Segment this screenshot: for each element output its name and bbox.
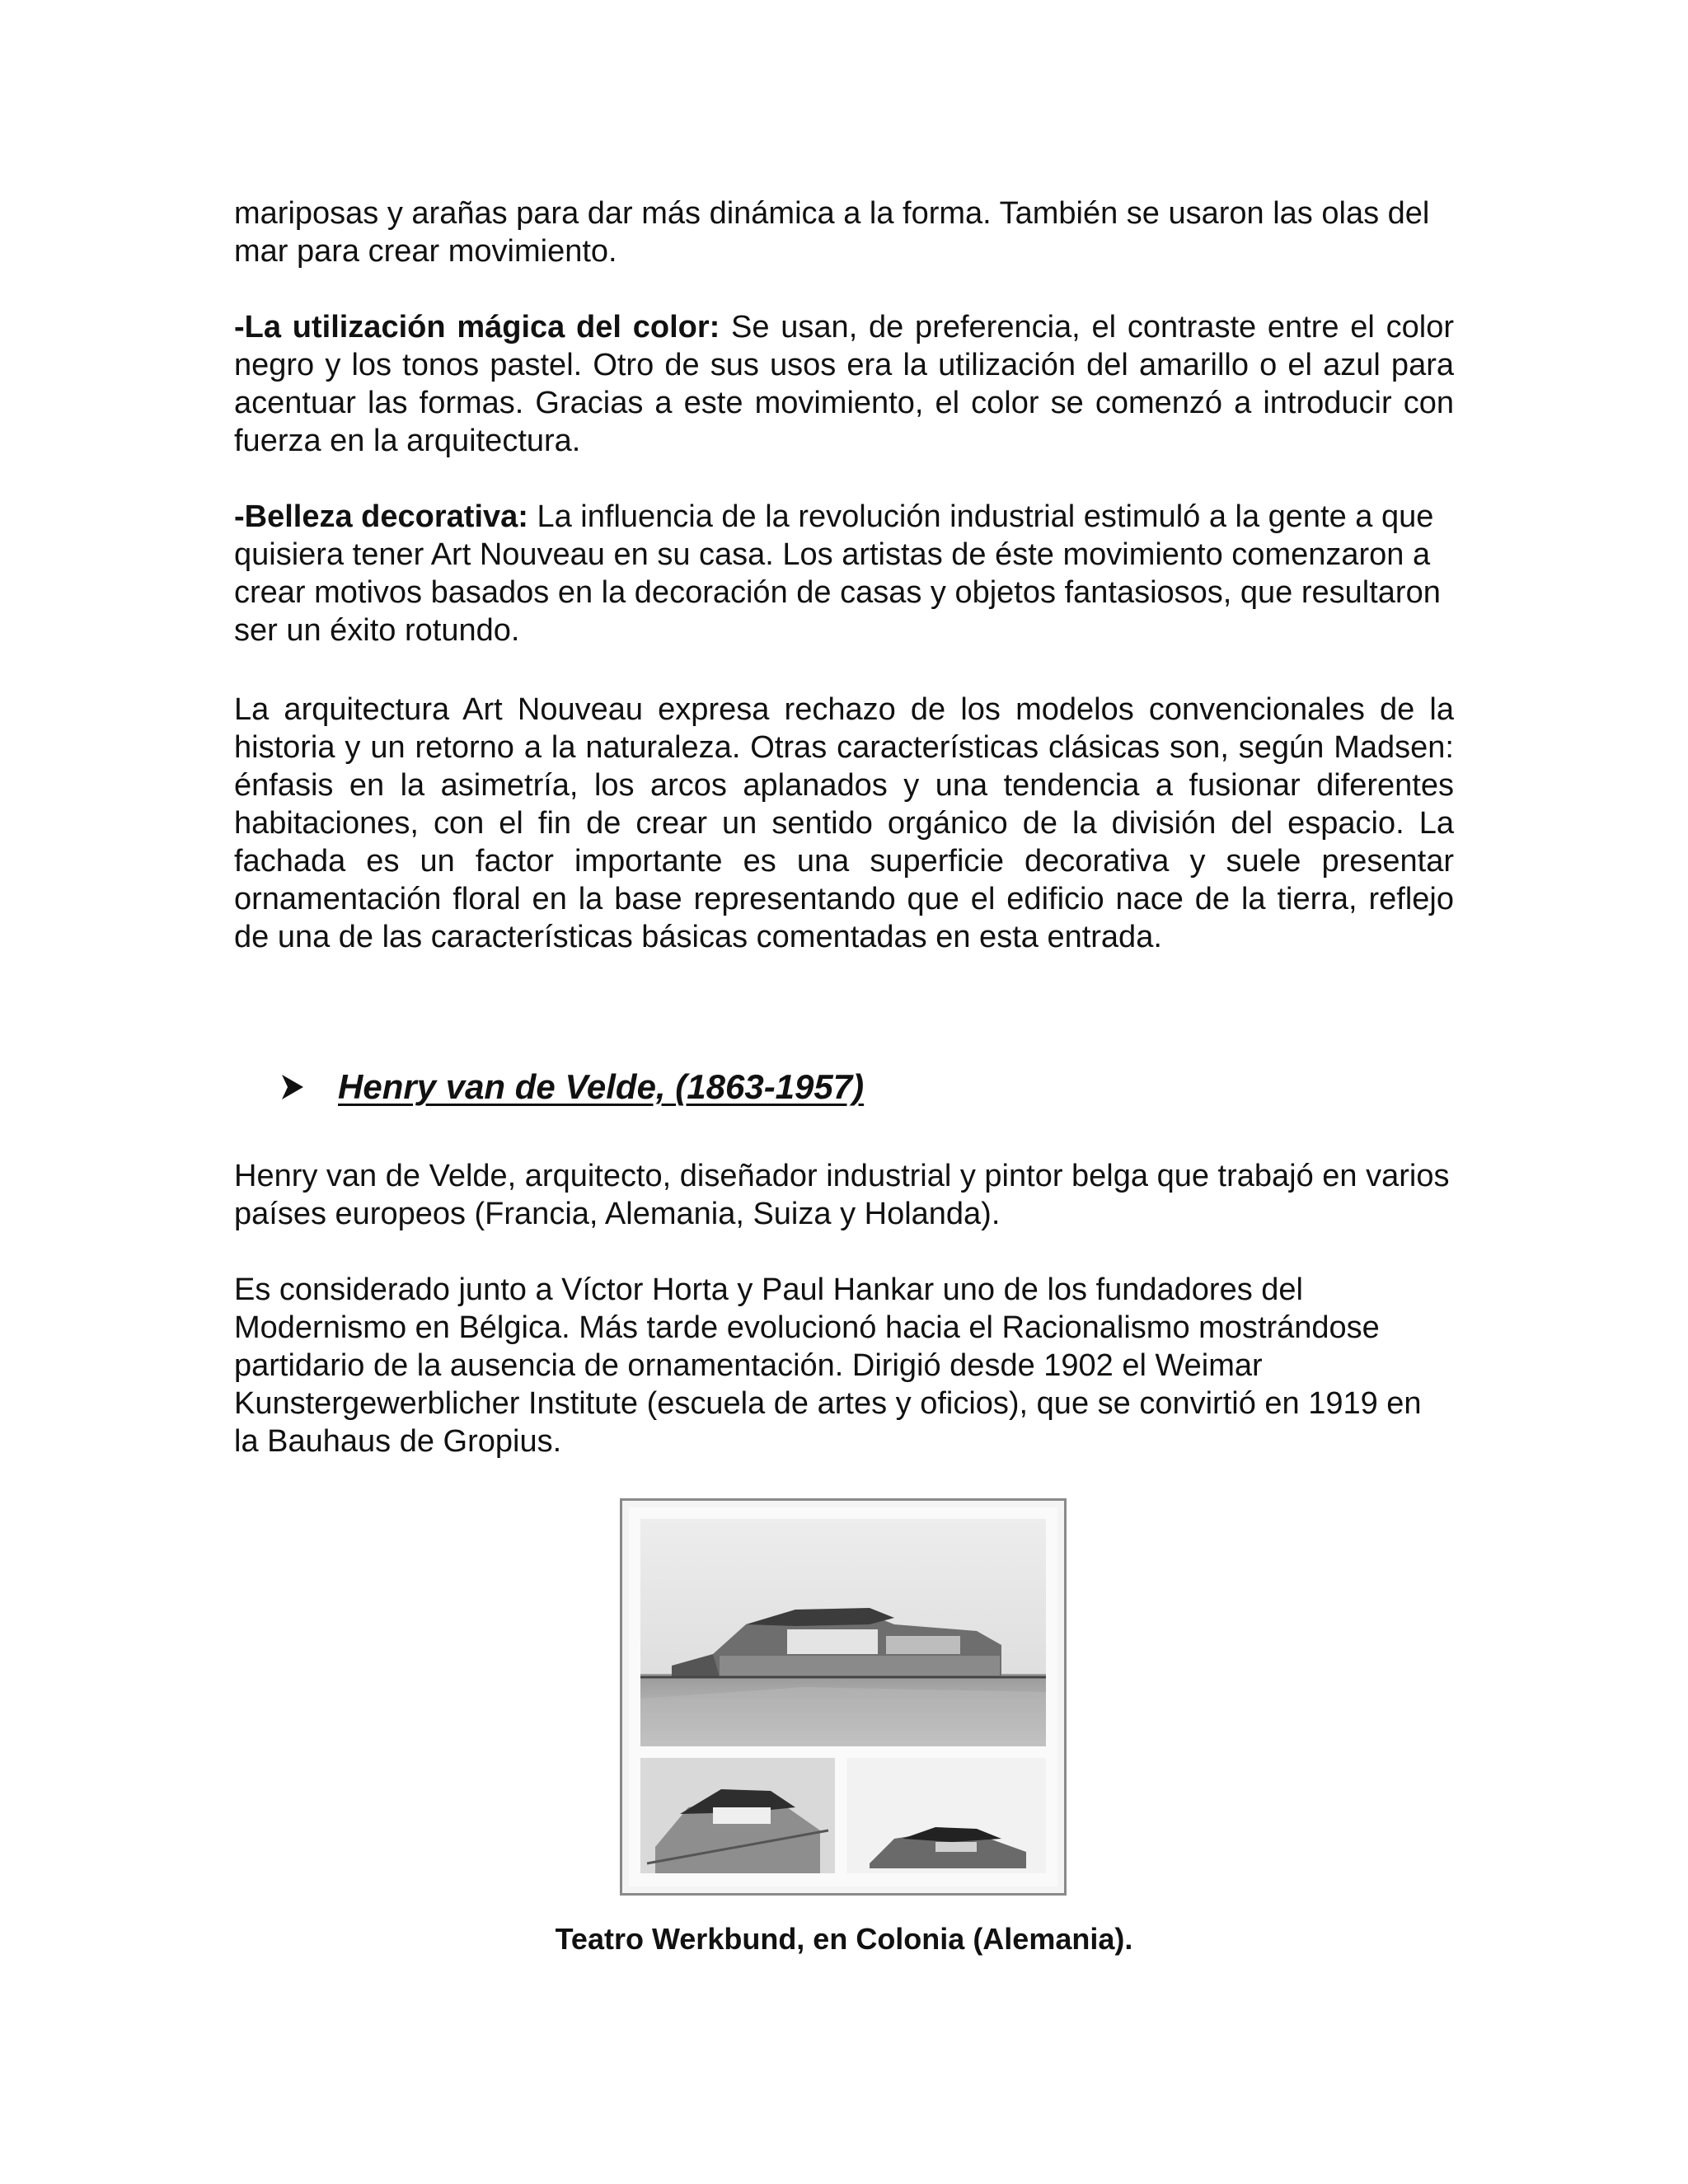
paragraph-architecture <box>234 691 1454 956</box>
werkbund-theatre-photo <box>620 1498 1067 1896</box>
section-heading-text: Henry van de Velde, (1863-1957) <box>338 1067 865 1106</box>
paragraph-intro-continuation <box>234 194 1454 270</box>
arrowhead-bullet-icon <box>280 1073 305 1101</box>
paragraph-van-de-velde-career <box>234 1271 1454 1460</box>
paragraph-decorative-beauty <box>234 498 1454 649</box>
paragraph-text: La arquitectura Art Nouveau expresa rechazo de los modelos convencionales de la historia y un retorno a la naturaleza. Otras características clásicas son, según Madsen: énfasis en la asimetría, los arcos aplanados y una tendencia a fusionar diferentes habitaciones, con el fin de crear un sentido orgánico de la división del espacio. La fachada es un factor importante es una superficie decorativa y suele presentar ornamentación floral en la base representando que el edificio nace de la tierra, reflejo de una de las características básicas comentadas en esta entrada. <box>234 692 1454 954</box>
paragraph-body-decorative: La influencia de la revolución industrial estimuló a la gente a que quisiera tener Art Nouveau en su casa. Los artistas de éste movimiento comenzaron a crear motivos basados en la decoración de casas y objetos fantasiosos, que resultaron ser un éxito rotundo. <box>234 499 1441 648</box>
paragraph-text: Es considerado junto a Víctor Horta y Paul Hankar uno de los fundadores del Modernismo en Bélgica. Más tarde evolucionó hacia el Racionalismo mostrándose partidario de la ausencia de ornamentación. Dirigió desde 1902 el Weimar Kunstergewerblicher Institute (escuela de artes y oficios), que se convirtió en 1919 en la Bauhaus de Gropius. <box>234 1272 1422 1459</box>
paragraph-text: Henry van de Velde, arquitecto, diseñador industrial y pintor belga que trabajó en varios países europeos (Francia, Alemania, Suiza y Holanda). <box>234 1159 1450 1231</box>
paragraph-color <box>234 308 1454 460</box>
figure-caption: Teatro Werkbund, en Colonia (Alemania). <box>555 1922 1133 1956</box>
paragraph-text: mariposas y arañas para dar más dinámica a la forma. También se usaron las olas del mar para crear movimiento. <box>234 196 1430 269</box>
paragraph-van-de-velde-intro <box>234 1157 1454 1233</box>
section-heading <box>280 1067 864 1107</box>
paragraph-lead-decorative: -Belleza decorativa: <box>234 499 528 534</box>
paragraph-lead-color: -La utilización mágica del color: <box>234 310 720 344</box>
paragraph-body-color: Se usan, de preferencia, el contraste entre el color negro y los tonos pastel. Otro de sus usos era la utilización del amarillo o el azul para acentuar las formas. Gracias a este movimiento, el color se comenzó a introducir con fuerza en la arquitectura. <box>234 310 1454 458</box>
